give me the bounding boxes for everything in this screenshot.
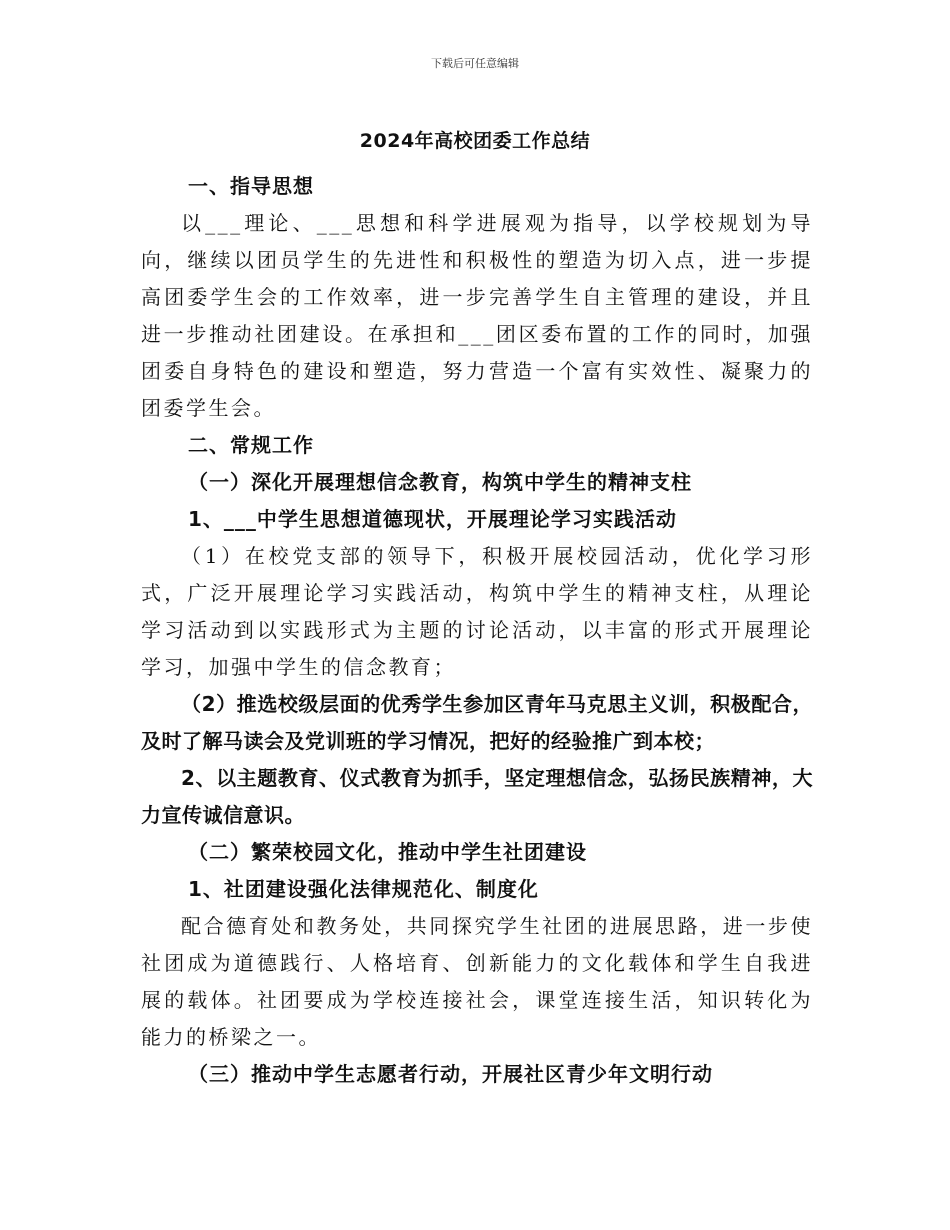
- section-heading-routine-work: 二、常规工作: [188, 433, 314, 457]
- paragraph-2-1: 配合德育处和教务处，共同探究学生社团的进展思路，进一步使社团成为道德践行、人格培育、创新能力的文化载体和学生自我进展的载体。社团要成为学校连接社会，课堂连接生活，知识转化为能力的桥梁之一。: [141, 914, 813, 1049]
- document-body: [141, 168, 813, 1093]
- document-title: 2024年高校团委工作总结: [359, 130, 591, 152]
- subsection-heading-3: （三）推动中学生志愿者行动，开展社区青少年文明行动: [188, 1062, 713, 1086]
- item-heading-2-1: 1、社团建设强化法律规范化、制度化: [188, 877, 539, 901]
- paragraph-1-1-2: （2）推选校级层面的优秀学生参加区青年马克思主义训，积极配合，及时了解马读会及党训班的学习情况，把好的经验推广到本校；: [141, 692, 813, 753]
- section-heading-guiding-thought: 一、指导思想: [188, 174, 314, 198]
- subsection-heading-2: （二）繁荣校园文化，推动中学生社团建设: [188, 840, 587, 864]
- paragraph-guiding-thought: 以___理论、___思想和科学进展观为指导，以学校规划为导向，继续以团员学生的先进性和积极性的塑造为切入点，进一步提高团委学生会的工作效率，进一步完善学生自主管理的建设，并且进一步推动社团建设。在承担和___团区委布置的工作的同时，加强团委自身特色的建设和塑造，努力营造一个富有实效性、凝聚力的团委学生会。: [141, 211, 813, 420]
- item-1-2: 2、以主题教育、仪式教育为抓手，坚定理想信念，弘扬民族精神，大力宣传诚信意识。: [141, 766, 813, 827]
- paragraph-1-1-1: （1）在校党支部的领导下，积极开展校园活动，优化学习形式，广泛开展理论学习实践活动，构筑中学生的精神支柱，从理论学习活动到以实践形式为主题的讨论活动，以丰富的形式开展理论学习，加强中学生的信念教育；: [141, 544, 813, 679]
- subsection-heading-1: （一）深化开展理想信念教育，构筑中学生的精神支柱: [188, 470, 692, 494]
- item-heading-1-1: 1、___中学生思想道德现状，开展理论学习实践活动: [188, 507, 677, 531]
- header-note: 下载后可任意编辑: [431, 57, 519, 70]
